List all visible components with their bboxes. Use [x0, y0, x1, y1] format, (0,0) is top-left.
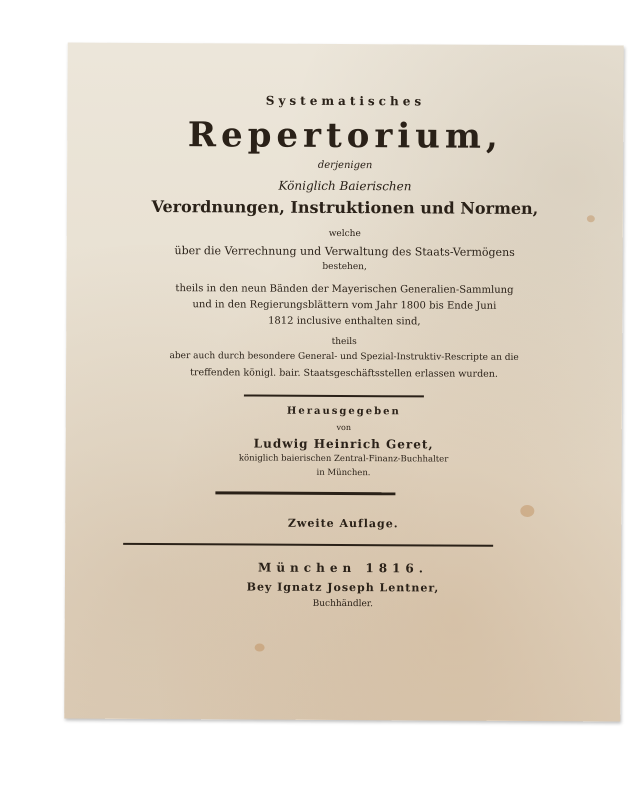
author-place: in München. — [316, 467, 371, 479]
line-koniglich: Königlich Baierischen — [278, 178, 412, 194]
foxing-stain — [520, 505, 534, 517]
publisher-role: Buchhändler. — [312, 598, 374, 610]
publisher: Bey Ignatz Joseph Lentner, — [246, 580, 440, 595]
line-uber: über die Verrechnung und Verwaltung des Staats-Vermögens — [174, 244, 515, 259]
line-treffenden: treffenden königl. bair. Staatsgeschäftsstellen erlassen wurden. — [190, 367, 498, 380]
author-role: königlich baierischen Zentral-Finanz-Buchhalter — [238, 453, 449, 465]
city-year: München 1816. — [258, 560, 428, 576]
line-regierung: und in den Regierungsblättern vom Jahr 1800 bis Ende Juni — [192, 299, 497, 312]
edition: Zweite Auflage. — [287, 516, 399, 531]
divider-rule — [123, 543, 493, 547]
line-bestehen: bestehen, — [322, 261, 367, 273]
line-theils-1: theils in den neun Bänden der Mayerischen Generalien-Sammlung — [175, 283, 514, 296]
line-derjenigen: derjenigen — [317, 159, 373, 172]
line-1812: 1812 inclusive enthalten sind, — [268, 315, 421, 328]
pre-title: Systematisches — [265, 93, 426, 109]
main-title: Repertorium, — [187, 115, 503, 157]
divider-rule — [244, 394, 424, 397]
foxing-stain — [255, 644, 265, 652]
divider-rule — [215, 491, 395, 495]
line-theils-2: theils — [331, 336, 357, 348]
line-von: von — [336, 422, 352, 433]
line-herausgegeben: Herausgegeben — [286, 405, 401, 418]
line-aber: aber auch durch besondere General- und Spezial-Instruktiv-Rescripte an die — [169, 351, 519, 363]
title-page — [64, 43, 624, 722]
line-verordnungen: Verordnungen, Instruktionen und Normen, — [151, 196, 539, 219]
line-welche: welche — [328, 228, 361, 240]
author-name: Ludwig Heinrich Geret, — [253, 436, 434, 452]
